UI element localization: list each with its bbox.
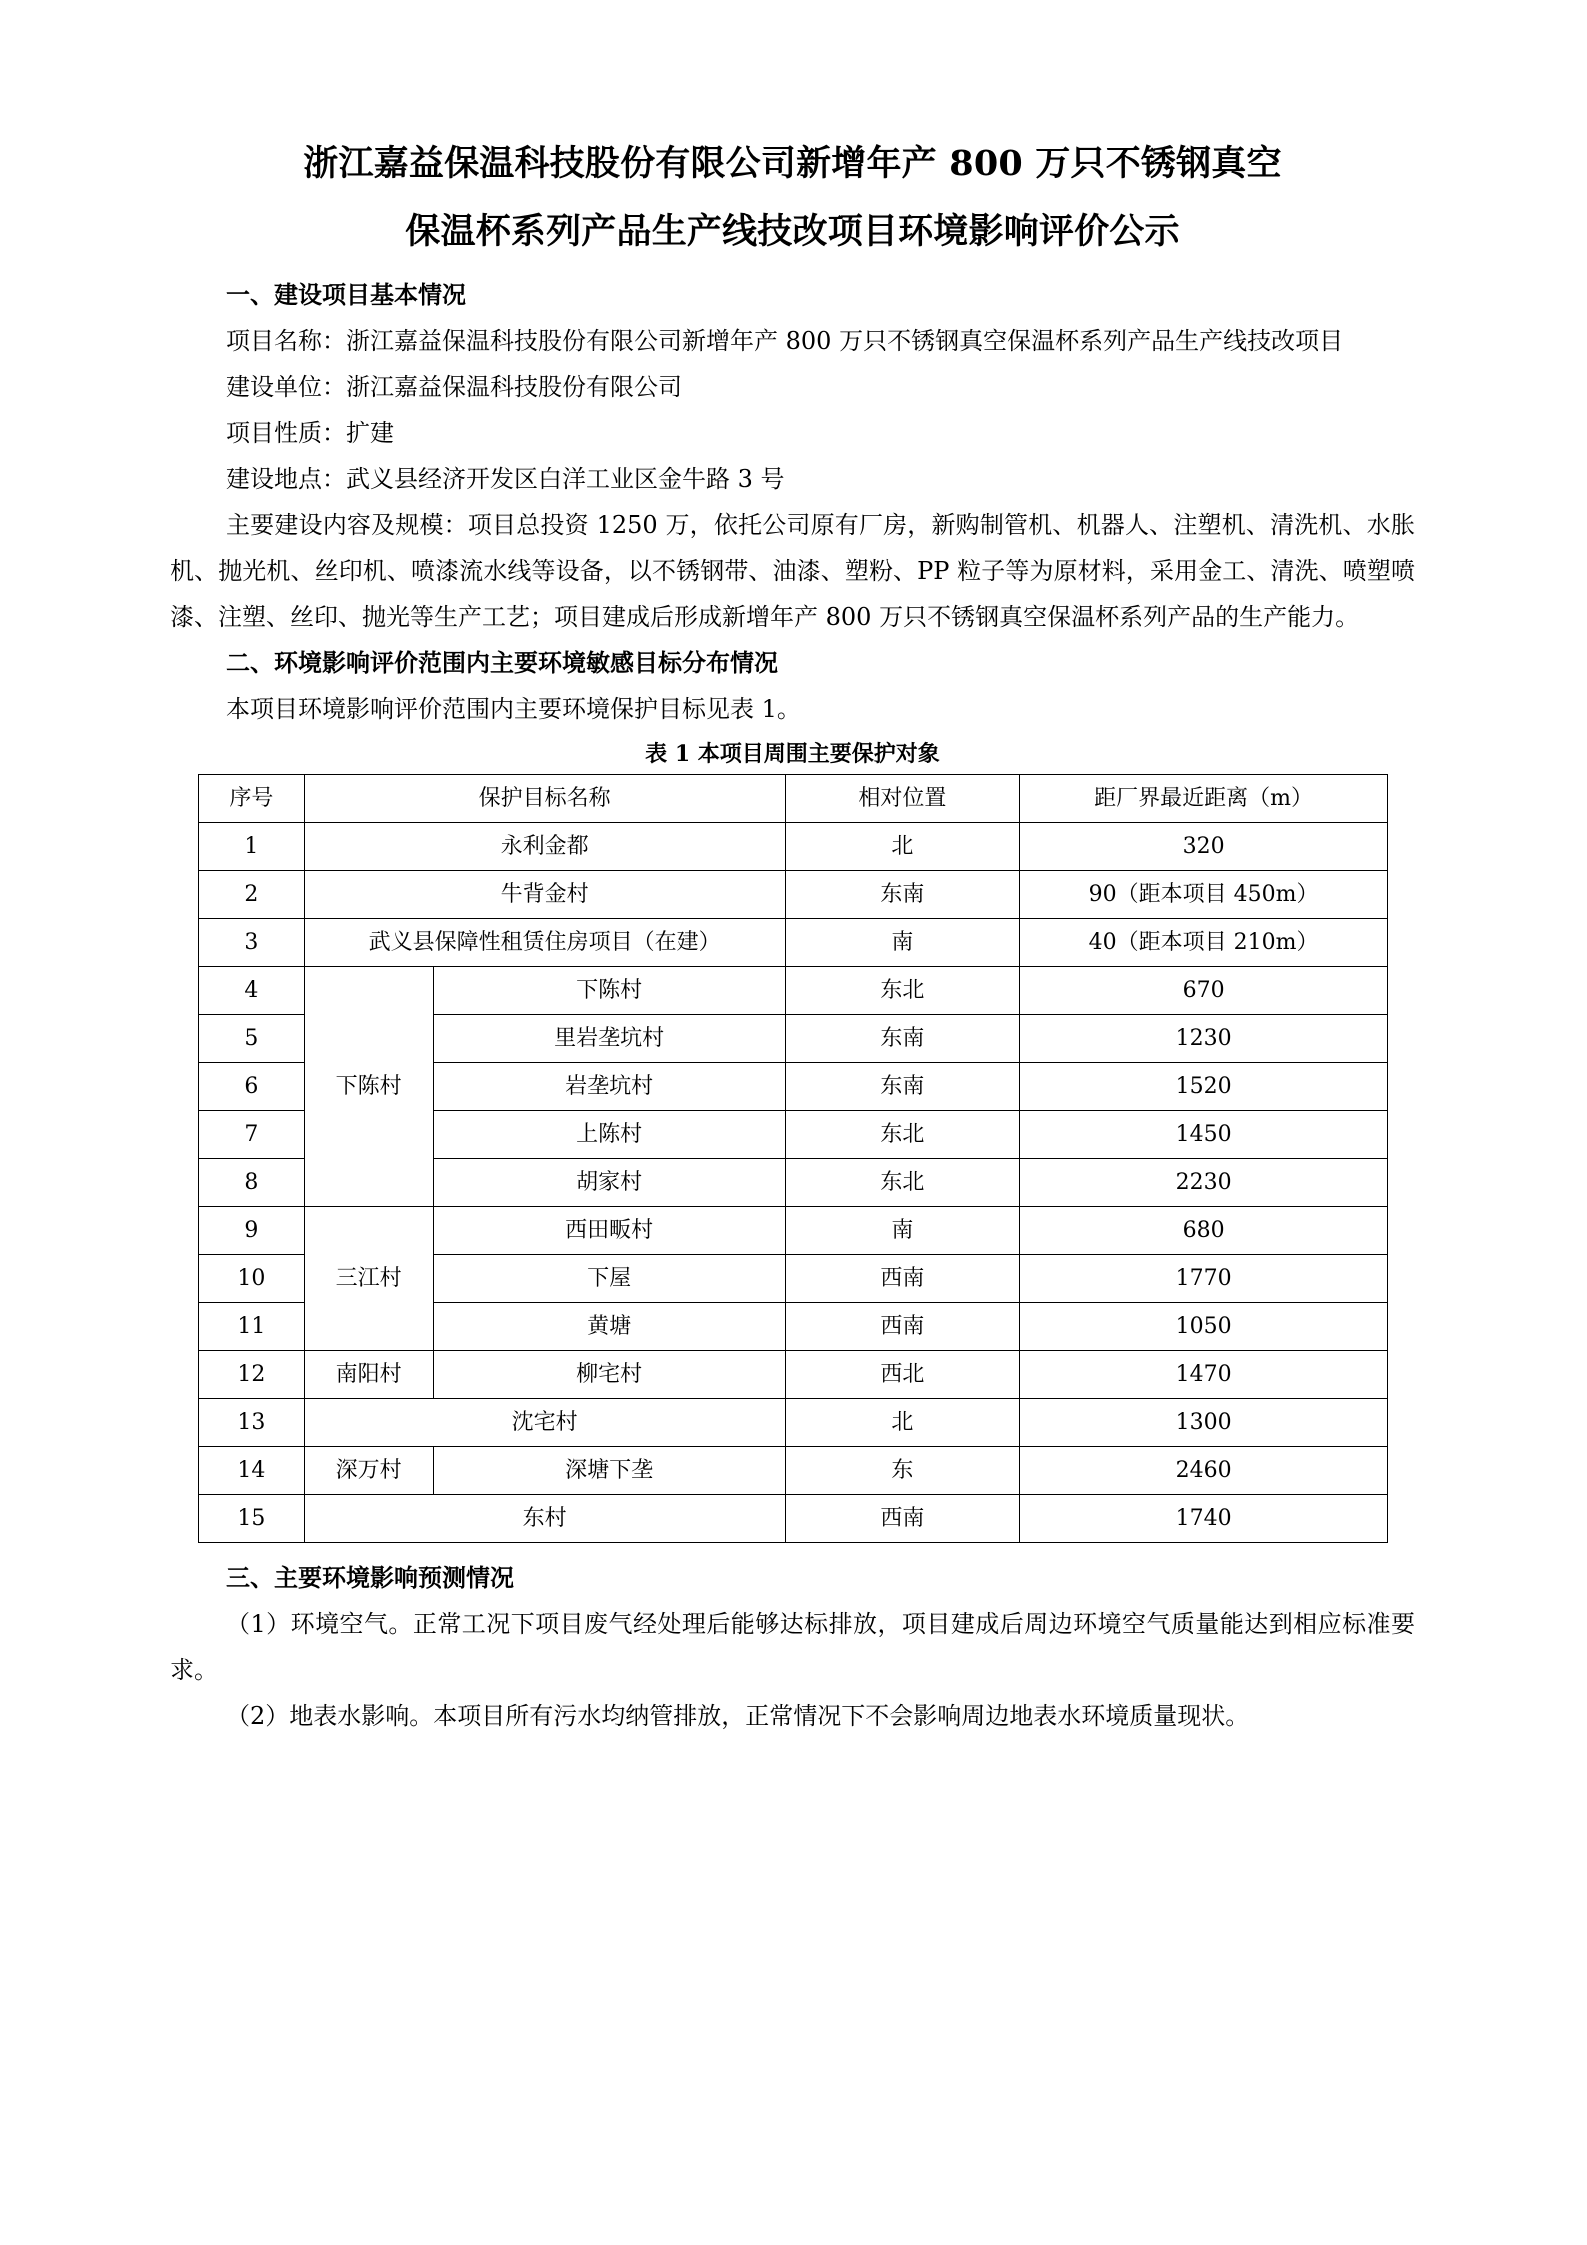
cell-nearest-distance: 2230 <box>1020 1159 1388 1207</box>
cell-serial: 15 <box>199 1495 305 1543</box>
surface-water-impact-paragraph: （2）地表水影响。本项目所有污水均纳管排放，正常情况下不会影响周边地表水环境质量现状。 <box>226 1702 1250 1730</box>
table-head <box>199 775 1388 823</box>
cell-target-name: 下陈村 <box>433 967 785 1015</box>
cell-nearest-distance: 2460 <box>1020 1447 1388 1495</box>
cell-target-name: 牛背金村 <box>304 871 785 919</box>
cell-relative-position: 北 <box>785 823 1020 871</box>
build-location-paragraph: 建设地点：武义县经济开发区白洋工业区金牛路 3 号 <box>226 465 785 493</box>
table-body <box>199 823 1388 1543</box>
cell-target-name: 下屋 <box>433 1255 785 1303</box>
title-line-1: 浙江嘉益保温科技股份有限公司新增年产 800 万只不锈钢真空 <box>303 143 1282 184</box>
table-row <box>199 871 1388 919</box>
section-heading-3: 三、主要环境影响预测情况 <box>226 1563 514 1592</box>
table-row <box>199 1447 1388 1495</box>
cell-serial: 2 <box>199 871 305 919</box>
cell-serial: 8 <box>199 1159 305 1207</box>
cell-serial: 7 <box>199 1111 305 1159</box>
cell-target-group: 南阳村 <box>304 1351 433 1399</box>
cell-serial: 6 <box>199 1063 305 1111</box>
cell-target-name: 柳宅村 <box>433 1351 785 1399</box>
cell-target-group: 下陈村 <box>304 967 433 1207</box>
cell-target-name: 永利金都 <box>304 823 785 871</box>
cell-target-name: 黄塘 <box>433 1303 785 1351</box>
cell-relative-position: 西南 <box>785 1255 1020 1303</box>
section-heading-1: 一、建设项目基本情况 <box>226 280 466 309</box>
cell-relative-position: 东南 <box>785 1063 1020 1111</box>
cell-nearest-distance: 1770 <box>1020 1255 1388 1303</box>
protection-targets-table <box>198 774 1388 1543</box>
table-caption: 表 1 本项目周围主要保护对象 <box>645 741 940 767</box>
document-title <box>170 130 1415 266</box>
build-scope-paragraph: 主要建设内容及规模：项目总投资 1250 万，依托公司原有厂房，新购制管机、机器人、注塑机、清洗机、水胀机、抛光机、丝印机、喷漆流水线等设备，以不锈钢带、油漆、塑粉、PP 粒子等为原材料，采用金工、清洗、喷塑喷漆、注塑、丝印、抛光等生产工艺；项目建成后形成新增年产 800 万只不锈钢真空保温杯系列产品的生产能力。 <box>170 511 1415 631</box>
table-row <box>199 1207 1388 1255</box>
cell-target-name: 沈宅村 <box>304 1399 785 1447</box>
cell-relative-position: 南 <box>785 919 1020 967</box>
table-header-row <box>199 775 1388 823</box>
cell-nearest-distance: 1450 <box>1020 1111 1388 1159</box>
project-nature-paragraph: 项目性质：扩建 <box>226 419 394 447</box>
cell-serial: 11 <box>199 1303 305 1351</box>
th-relative-position: 相对位置 <box>785 775 1020 823</box>
table-row <box>199 1351 1388 1399</box>
cell-target-name: 武义县保障性租赁住房项目（在建） <box>304 919 785 967</box>
build-unit-paragraph: 建设单位：浙江嘉益保温科技股份有限公司 <box>226 373 682 401</box>
section-heading-2: 二、环境影响评价范围内主要环境敏感目标分布情况 <box>226 648 778 677</box>
cell-relative-position: 西南 <box>785 1495 1020 1543</box>
cell-serial: 14 <box>199 1447 305 1495</box>
table-row <box>199 1495 1388 1543</box>
table-row <box>199 919 1388 967</box>
cell-nearest-distance: 90（距本项目 450m） <box>1020 871 1388 919</box>
cell-serial: 5 <box>199 1015 305 1063</box>
cell-target-name: 深塘下垄 <box>433 1447 785 1495</box>
cell-serial: 1 <box>199 823 305 871</box>
cell-target-group: 深万村 <box>304 1447 433 1495</box>
cell-target-name: 东村 <box>304 1495 785 1543</box>
table-row <box>199 823 1388 871</box>
cell-nearest-distance: 1300 <box>1020 1399 1388 1447</box>
cell-nearest-distance: 1050 <box>1020 1303 1388 1351</box>
cell-nearest-distance: 670 <box>1020 967 1388 1015</box>
cell-serial: 10 <box>199 1255 305 1303</box>
cell-serial: 4 <box>199 967 305 1015</box>
cell-relative-position: 东北 <box>785 1159 1020 1207</box>
cell-relative-position: 东北 <box>785 1111 1020 1159</box>
cell-serial: 9 <box>199 1207 305 1255</box>
cell-target-name: 胡家村 <box>433 1159 785 1207</box>
cell-nearest-distance: 1520 <box>1020 1063 1388 1111</box>
project-name-paragraph: 项目名称：浙江嘉益保温科技股份有限公司新增年产 800 万只不锈钢真空保温杯系列产品生产线技改项目 <box>226 327 1344 355</box>
table-row <box>199 967 1388 1015</box>
cell-relative-position: 东南 <box>785 871 1020 919</box>
th-serial: 序号 <box>199 775 305 823</box>
cell-nearest-distance: 1740 <box>1020 1495 1388 1543</box>
table-row <box>199 1399 1388 1447</box>
cell-serial: 13 <box>199 1399 305 1447</box>
th-target-name: 保护目标名称 <box>304 775 785 823</box>
cell-nearest-distance: 320 <box>1020 823 1388 871</box>
cell-serial: 12 <box>199 1351 305 1399</box>
section-2-intro-paragraph: 本项目环境影响评价范围内主要环境保护目标见表 1。 <box>226 695 801 723</box>
cell-relative-position: 东南 <box>785 1015 1020 1063</box>
page-content <box>170 130 1415 1739</box>
cell-nearest-distance: 680 <box>1020 1207 1388 1255</box>
cell-relative-position: 北 <box>785 1399 1020 1447</box>
cell-target-name: 上陈村 <box>433 1111 785 1159</box>
title-line-2: 保温杯系列产品生产线技改项目环境影响评价公示 <box>405 211 1180 252</box>
cell-nearest-distance: 1230 <box>1020 1015 1388 1063</box>
cell-serial: 3 <box>199 919 305 967</box>
cell-relative-position: 东北 <box>785 967 1020 1015</box>
cell-nearest-distance: 40（距本项目 210m） <box>1020 919 1388 967</box>
cell-target-name: 里岩垄坑村 <box>433 1015 785 1063</box>
cell-target-name: 西田畈村 <box>433 1207 785 1255</box>
cell-target-group: 三江村 <box>304 1207 433 1351</box>
cell-relative-position: 南 <box>785 1207 1020 1255</box>
air-impact-paragraph: （1）环境空气。正常工况下项目废气经处理后能够达标排放，项目建成后周边环境空气质量能达到相应标准要求。 <box>170 1610 1415 1684</box>
cell-relative-position: 东 <box>785 1447 1020 1495</box>
cell-target-name: 岩垄坑村 <box>433 1063 785 1111</box>
cell-nearest-distance: 1470 <box>1020 1351 1388 1399</box>
cell-relative-position: 西北 <box>785 1351 1020 1399</box>
cell-relative-position: 西南 <box>785 1303 1020 1351</box>
th-nearest-distance: 距厂界最近距离（m） <box>1020 775 1388 823</box>
